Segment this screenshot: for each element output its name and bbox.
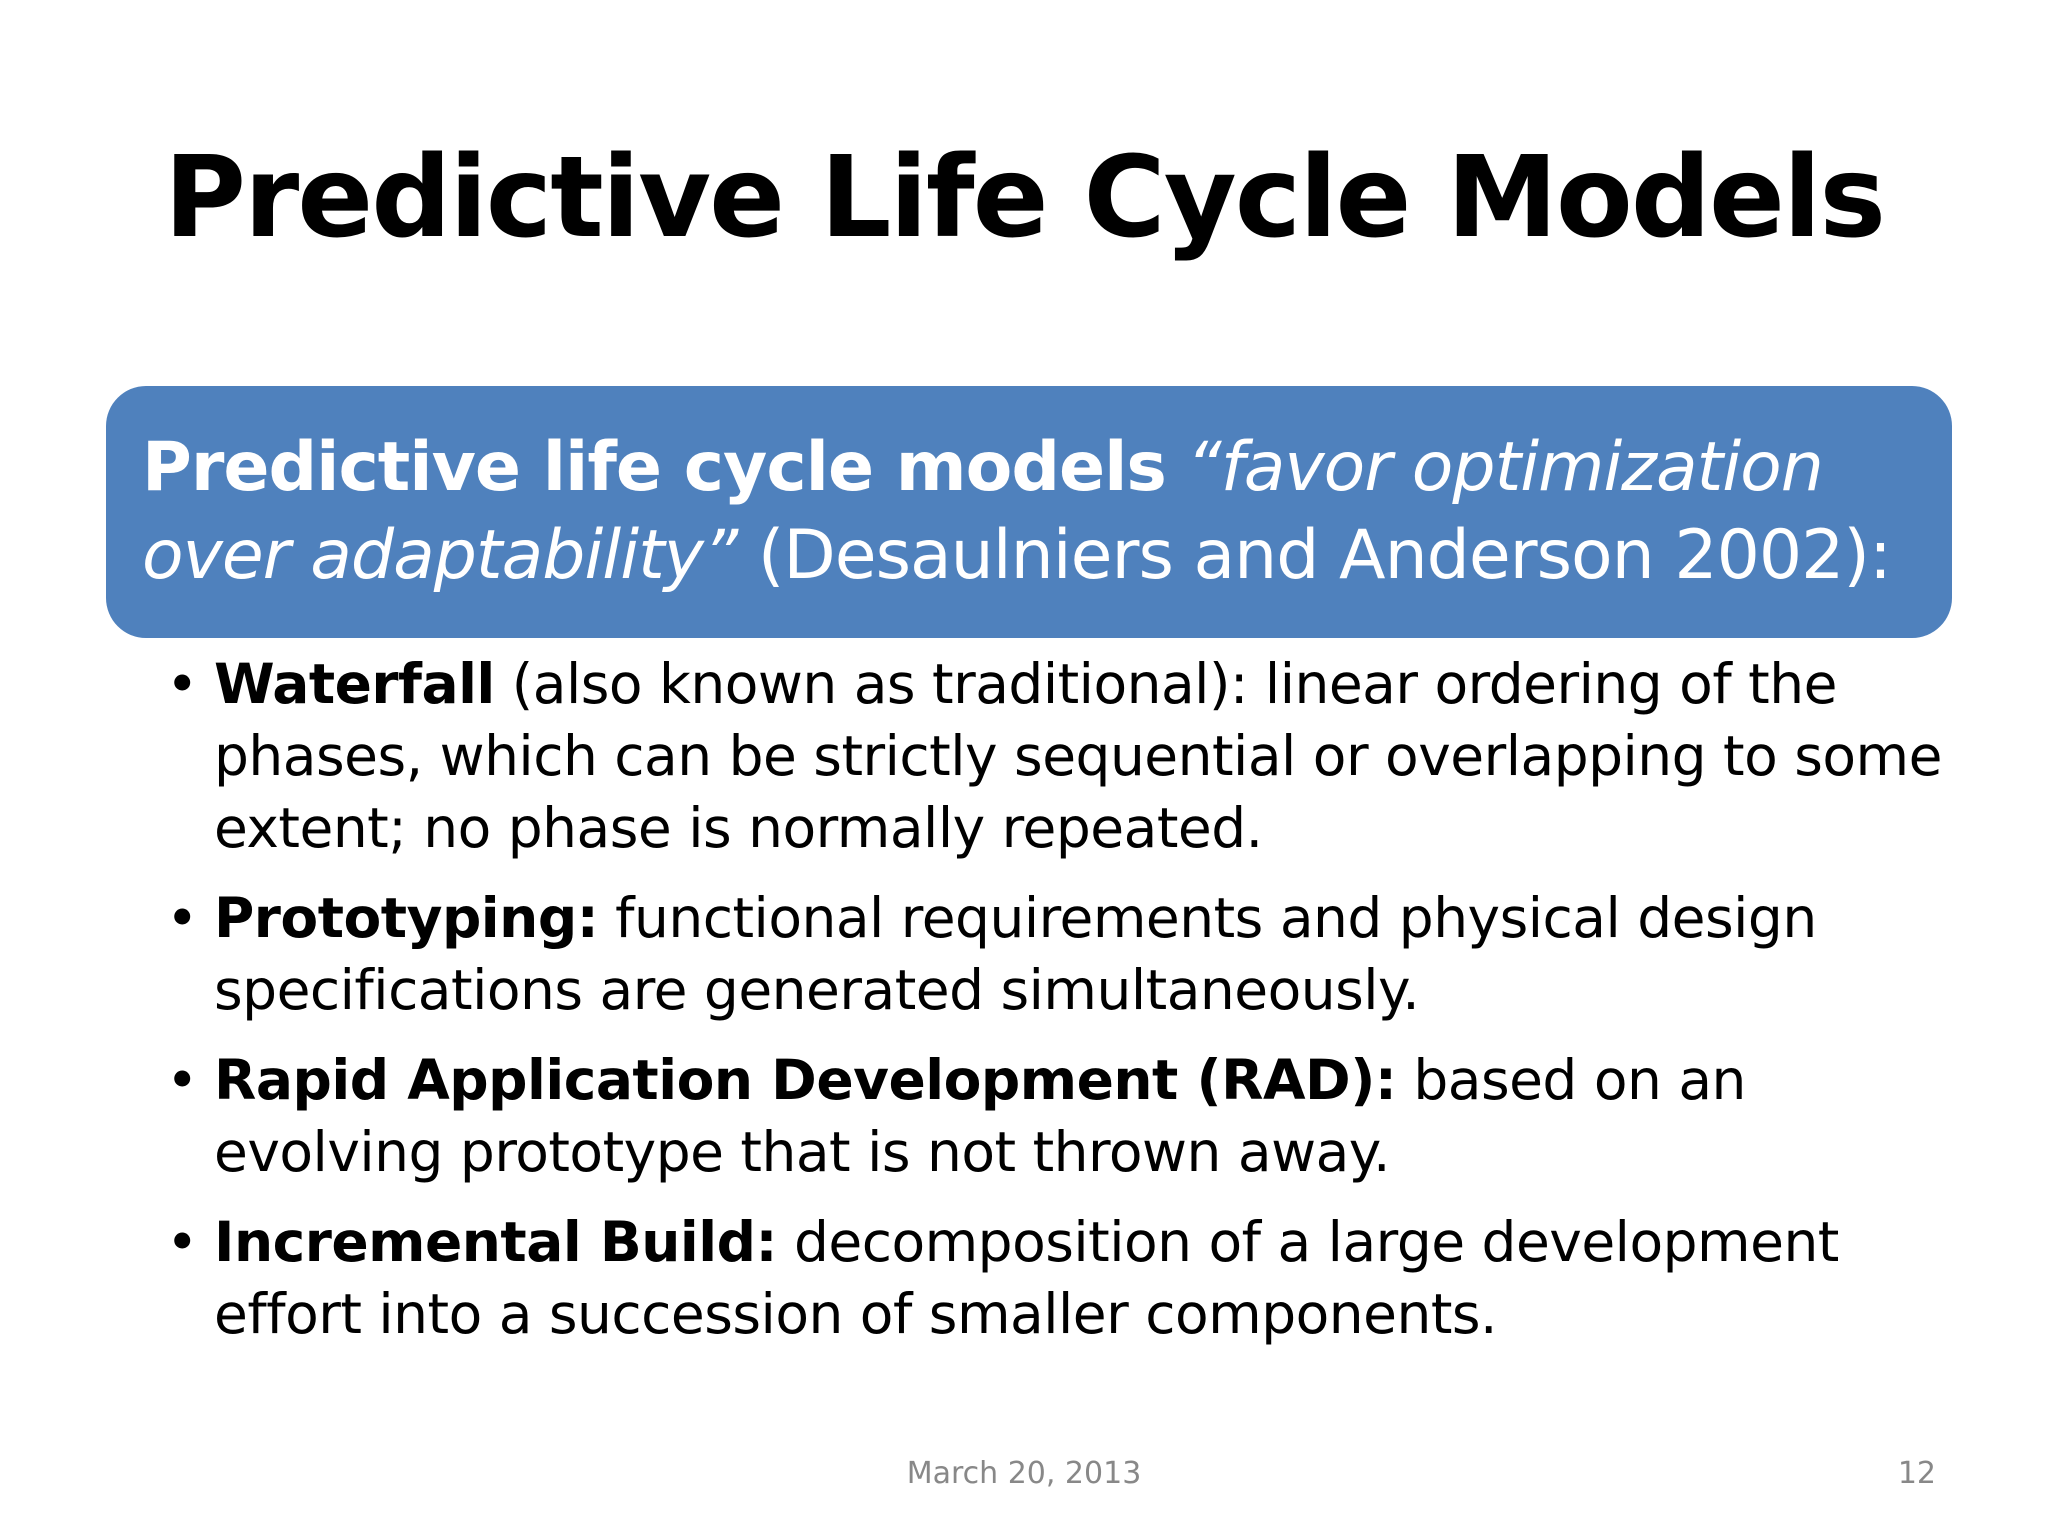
bullet-icon: •	[166, 886, 198, 950]
item-text: functional requirements and physical design specifications are generated simultaneously.	[214, 886, 1817, 1022]
callout-quote: “favor optimization over adaptability”	[142, 428, 1823, 595]
item-text: based on an evolving prototype that is not thrown away.	[214, 1048, 1746, 1184]
callout-citation: (Desaulniers and Anderson 2002):	[757, 516, 1891, 595]
model-list	[166, 648, 1966, 1368]
callout-term: Predictive life cycle models	[142, 428, 1166, 507]
slide-title: Predictive Life Cycle Models	[163, 133, 1885, 263]
item-lead: Rapid Application Development (RAD):	[214, 1048, 1397, 1112]
list-item-prototyping	[166, 882, 1966, 1026]
item-text: decomposition of a large development effort into a succession of smaller components.	[214, 1210, 1839, 1346]
footer-date: March 20, 2013	[906, 1456, 1142, 1491]
bullet-icon: •	[166, 1048, 198, 1112]
bullet-icon: •	[166, 1210, 198, 1274]
item-lead: Prototyping:	[214, 886, 599, 950]
page-number: 12	[1897, 1456, 1936, 1491]
item-lead: Incremental Build:	[214, 1210, 777, 1274]
item-text: (also known as traditional): linear ordering of the phases, which can be strictly sequential or overlapping to some extent; no phase is normally repeated.	[214, 652, 1942, 860]
list-item-waterfall	[166, 648, 1966, 864]
list-item-rad	[166, 1044, 1966, 1188]
definition-callout	[106, 386, 1952, 638]
bullet-icon: •	[166, 652, 198, 716]
list-item-incremental-build	[166, 1206, 1966, 1350]
item-lead: Waterfall	[214, 652, 495, 716]
